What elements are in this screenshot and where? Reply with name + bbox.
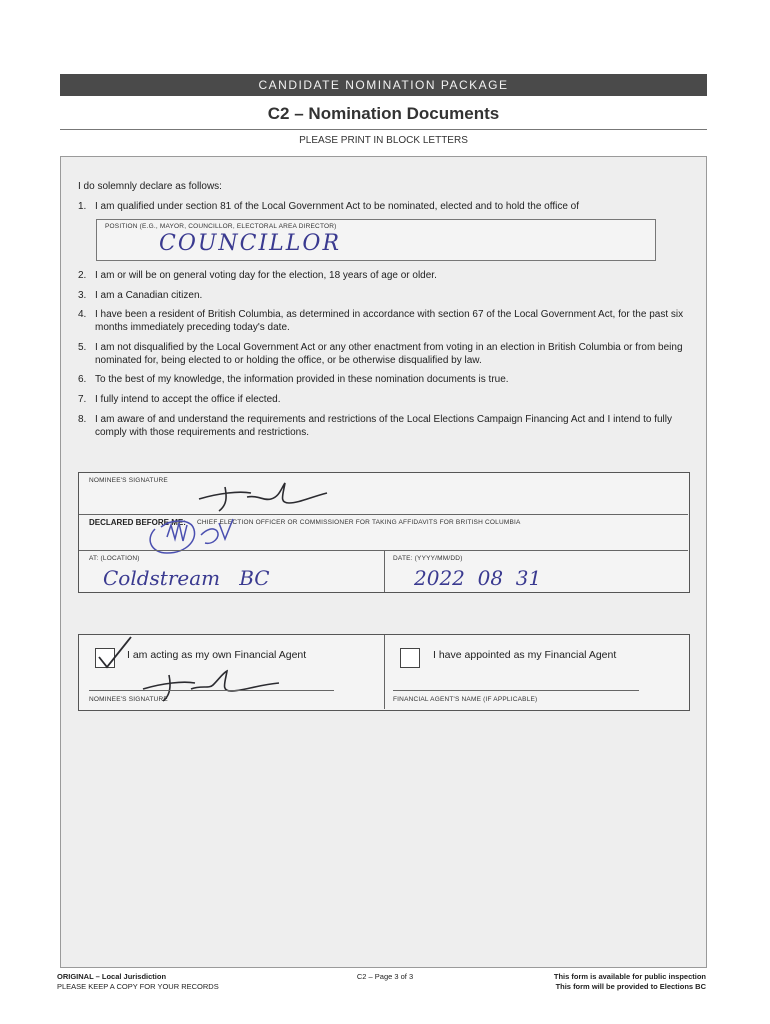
appointed-agent-checkbox[interactable] <box>400 648 420 668</box>
nominee-signature-label: NOMINEE'S SIGNATURE <box>89 477 168 484</box>
appointed-agent-label: I have appointed as my Financial Agent <box>433 649 617 661</box>
footer-page-number: C2 – Page 3 of 3 <box>356 972 414 981</box>
item-number: 4. <box>78 309 87 320</box>
agent-name-line[interactable] <box>393 690 639 691</box>
item-text: I am or will be on general voting day for the election, 18 years of age or older. <box>95 270 437 281</box>
commissioner-signature[interactable] <box>141 509 251 561</box>
footer-right <box>554 972 706 992</box>
footer-keep-copy: PLEASE KEEP A COPY FOR YOUR RECORDS <box>57 982 219 991</box>
nominee-signature-line <box>89 690 334 691</box>
item-number: 6. <box>78 374 87 385</box>
footer-elections-bc: This form will be provided to Elections BC <box>555 982 706 991</box>
footer-original <box>57 972 219 982</box>
item-text: I have been a resident of British Columbia, as determined in accordance with section 67 of the Local Government Act, for the past six months immediately preceding today's date. <box>95 309 684 333</box>
agent-name-label: FINANCIAL AGENT'S NAME (IF APPLICABLE) <box>393 696 538 703</box>
item-number: 2. <box>78 270 87 281</box>
agent-nominee-signature-label: NOMINEE'S SIGNATURE <box>89 696 168 703</box>
item-number: 7. <box>78 394 87 405</box>
financial-agent-section <box>78 634 690 711</box>
position-label: POSITION (E.G., MAYOR, COUNCILLOR, ELECTORAL AREA DIRECTOR) <box>105 223 337 230</box>
page-title: C2 – Nomination Documents <box>267 104 500 123</box>
footer-public-inspection: This form is available for public inspection <box>553 972 706 981</box>
footer-original-text: ORIGINAL – Local Jurisdiction <box>57 972 167 981</box>
footer-left <box>57 972 219 992</box>
declared-before-detail: CHIEF ELECTION OFFICER OR COMMISSIONER FOR TAKING AFFIDAVITS FOR BRITISH COLUMBIA <box>197 519 521 526</box>
location-label: AT: (LOCATION) <box>89 555 140 562</box>
position-value: COUNCILLOR <box>159 231 342 256</box>
location-value[interactable]: Coldstream BC <box>103 566 270 590</box>
date-value[interactable]: 2022 08 31 <box>414 566 542 590</box>
item-text: To the best of my knowledge, the information provided in these nomination documents is true. <box>95 374 509 385</box>
item-number: 8. <box>78 414 87 425</box>
nominee-signature[interactable] <box>189 477 339 513</box>
position-field[interactable] <box>96 219 656 261</box>
item-text: I fully intend to accept the office if elected. <box>95 394 281 405</box>
item-number: 1. <box>78 201 87 212</box>
own-agent-label: I am acting as my own Financial Agent <box>127 649 307 661</box>
package-banner: CANDIDATE NOMINATION PACKAGE <box>60 74 707 96</box>
item-number: 3. <box>78 290 87 301</box>
item-number: 5. <box>78 342 87 353</box>
declared-before-label: DECLARED BEFORE ME: <box>89 518 186 527</box>
date-label: DATE: (YYYY/MM/DD) <box>393 555 463 562</box>
agent-column-divider <box>384 635 385 709</box>
item-text: I am a Canadian citizen. <box>95 290 203 301</box>
title-divider <box>60 129 707 130</box>
signature-section <box>78 472 690 593</box>
page-subtitle: PLEASE PRINT IN BLOCK LETTERS <box>299 135 468 146</box>
declaration-intro: I do solemnly declare as follows: <box>78 181 222 192</box>
item-text: I am aware of and understand the requirements and restrictions of the Local Elections Campaign Financing Act and I intend to fully comply with those requirements and restrictions. <box>95 414 672 438</box>
item-text: I am qualified under section 81 of the Local Government Act to be nominated, elected and to hold the office of <box>95 201 580 212</box>
date-divider <box>384 550 385 592</box>
item-text: I am not disqualified by the Local Government Act or any other enactment from voting in an election in British Columbia or from being nominated for, being elected to or holding the office, or be otherwise disqualified by law. <box>95 342 683 366</box>
